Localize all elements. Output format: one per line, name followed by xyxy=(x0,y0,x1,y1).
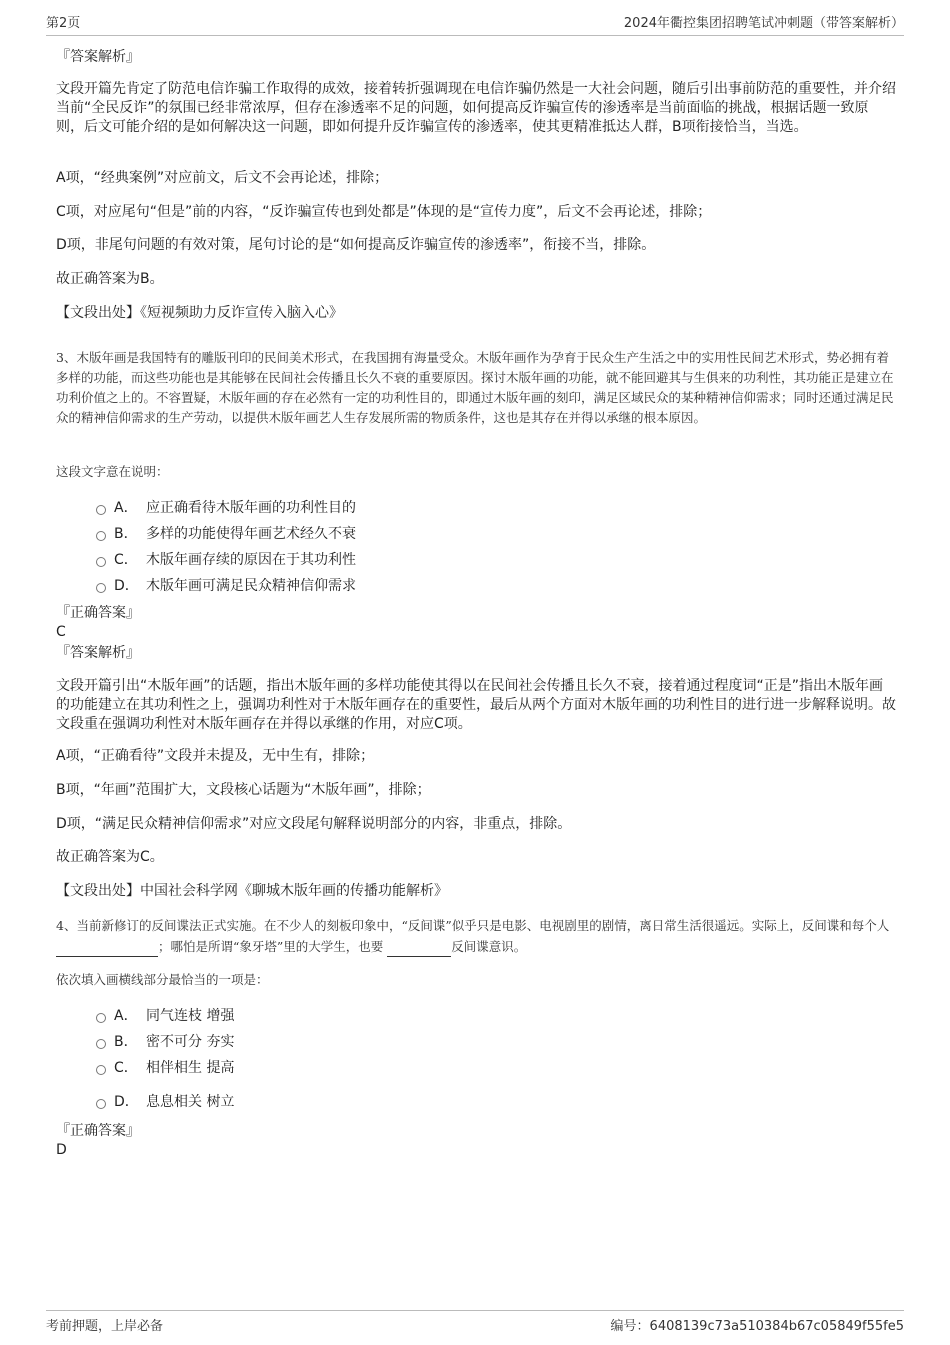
q2-analysis-label: 『答案解析』 xyxy=(56,49,140,65)
q3-option-d[interactable]: D． 木版年画可满足民众精神信仰需求 xyxy=(96,575,356,595)
document-code: 编号：6408139c73a510384b67c05849f55fe5 xyxy=(610,1319,904,1334)
q2-option-a-note: A项，“经典案例”对应前文，后文不会再论述，排除； xyxy=(56,170,389,186)
q4-stem: 4、当前新修订的反间谍法正式实施。在不少人的刻板印象中，“反间谍”似乎只是电影、电视剧里的剧情，离日常生活很遥远。实际上，反间谍和每个人 ；哪怕是所谓“象牙塔”里的大学生，也要 反间谍意识。 xyxy=(56,916,896,957)
footer-slogan: 考前押题，上岸必备 xyxy=(46,1319,164,1334)
q3-prompt: 这段文字意在说明： xyxy=(56,464,169,479)
radio-icon[interactable] xyxy=(96,1065,106,1075)
q3-conclusion: 故正确答案为C。 xyxy=(56,849,164,865)
q3-answer: C xyxy=(56,624,66,640)
radio-icon[interactable] xyxy=(96,505,106,515)
q4-answer-label: 『正确答案』 xyxy=(56,1123,140,1139)
q3-analysis-label: 『答案解析』 xyxy=(56,645,140,661)
q3-analysis-text: 文段开篇引出“木版年画”的话题，指出木版年画的多样功能使其得以在民间社会传播且长久不衰，接着通过程度词“正是”指出木版年画的功能建立在其功利性之上，强调功利性对于木版年画存在的重要性，最后从两个方面对木版年画的功利性目的进行进一步解释说明。故文段重在强调功利性对木版年画存在并得以承继的作用，对应C项。 xyxy=(56,678,896,732)
q3-stem: 3、木版年画是我国特有的雕版刊印的民间美术形式，在我国拥有海量受众。木版年画作为孕育于民众生产生活之中的实用性民间艺术形式，势必拥有着多样的功能，而这些功能也是其能够在民间社会传播且长久不衰的重要原因。探讨木版年画的功能，就不能回避其与生俱来的功利性，其功能正是建立在功利价值之上的。不容置疑，木版年画的存在必然有一定的功利性目的，即通过木版年画的刻印，满足区域民众的某种精神信仰需求；同时还通过满足民众的精神信仰需求的生产劳动，以提供木版年画艺人生存发展所需的物质条件，这也是其存在并得以承继的根本原因。 xyxy=(56,350,894,425)
q4-option-a[interactable]: A． 同气连枝 增强 xyxy=(96,1005,234,1025)
q3-option-c[interactable]: C． 木版年画存续的原因在于其功利性 xyxy=(96,549,356,569)
q4-option-c[interactable]: C． 相伴相生 提高 xyxy=(96,1057,234,1077)
page-footer xyxy=(46,1310,904,1334)
radio-icon[interactable] xyxy=(96,583,106,593)
radio-icon[interactable] xyxy=(96,557,106,567)
document-title: 2024年衢控集团招聘笔试冲刺题（带答案解析） xyxy=(623,16,904,31)
q4-blank-2 xyxy=(387,936,451,957)
q3-option-b[interactable]: B． 多样的功能使得年画艺术经久不衰 xyxy=(96,523,356,543)
radio-icon[interactable] xyxy=(96,1039,106,1049)
q4-blank-1 xyxy=(56,936,158,957)
radio-icon[interactable] xyxy=(96,1099,106,1109)
q3-option-b-note: B项，“年画”范围扩大，文段核心话题为“木版年画”，排除； xyxy=(56,782,431,798)
radio-icon[interactable] xyxy=(96,1013,106,1023)
q3-option-a-note: A项，“正确看待”文段并未提及，无中生有，排除； xyxy=(56,748,375,764)
radio-icon[interactable] xyxy=(96,531,106,541)
q3-answer-label: 『正确答案』 xyxy=(56,605,140,621)
q2-conclusion: 故正确答案为B。 xyxy=(56,271,164,287)
q4-option-b[interactable]: B． 密不可分 夯实 xyxy=(96,1031,234,1051)
q3-option-d-note: D项，“满足民众精神信仰需求”对应文段尾句解释说明部分的内容，非重点，排除。 xyxy=(56,816,572,832)
q2-option-c-note: C项，对应尾句“但是”前的内容，“反诈骗宣传也到处都是”体现的是“宣传力度”，后文不会再论述，排除； xyxy=(56,204,712,220)
q2-source: 【文段出处】《短视频助力反诈宣传入脑入心》 xyxy=(56,305,343,321)
page-header xyxy=(46,12,904,36)
q4-option-d[interactable]: D． 息息相关 树立 xyxy=(96,1091,234,1111)
page-number: 第2页 xyxy=(46,16,81,31)
q3-option-a[interactable]: A． 应正确看待木版年画的功利性目的 xyxy=(96,497,356,517)
q2-option-d-note: D项，非尾句问题的有效对策，尾句讨论的是“如何提高反诈骗宣传的渗透率”，衔接不当，排除。 xyxy=(56,237,656,253)
q4-prompt: 依次填入画横线部分最恰当的一项是： xyxy=(56,972,269,987)
q4-answer: D xyxy=(56,1142,67,1158)
q2-analysis-text: 文段开篇先肯定了防范电信诈骗工作取得的成效，接着转折强调现在电信诈骗仍然是一大社会问题，随后引出事前防范的重要性，并介绍当前“全民反诈”的氛围已经非常浓厚，但存在渗透率不足的问题，如何提高反诈骗宣传的渗透率是当前面临的挑战，根据话题一致原则，后文可能介绍的是如何解决这一问题，即如何提升反诈骗宣传的渗透率，使其更精准抵达人群，B项衔接恰当，当选。 xyxy=(56,81,896,135)
q3-source: 【文段出处】中国社会科学网《聊城木版年画的传播功能解析》 xyxy=(56,883,448,899)
